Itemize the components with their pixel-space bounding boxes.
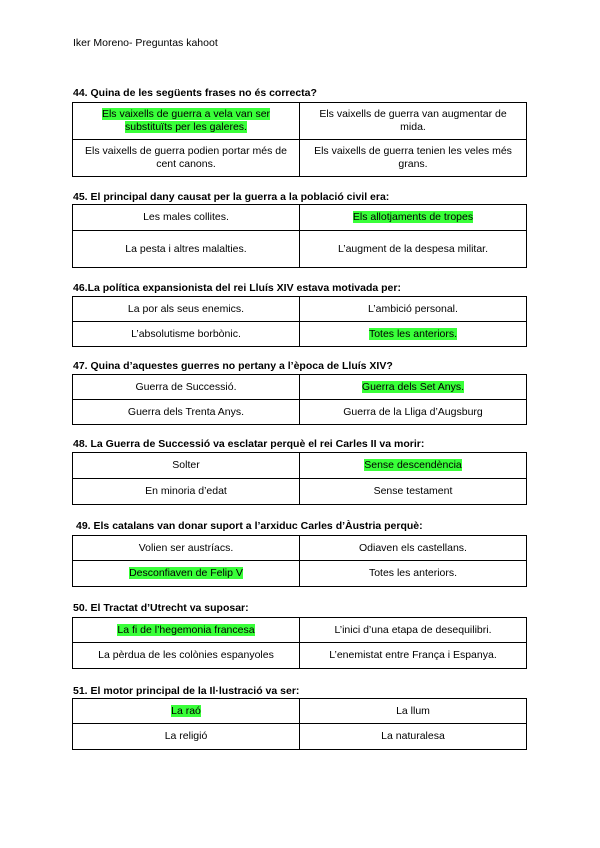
answer-cell: La religió	[73, 724, 300, 750]
answer-cell: Els vaixells de guerra podien portar més de cent canons.	[73, 140, 300, 177]
answer-cell: L’ambició personal.	[300, 297, 527, 322]
answer-cell: Guerra dels Trenta Anys.	[73, 400, 300, 425]
document-header: Iker Moreno- Preguntas kahoot	[73, 37, 218, 49]
answer-table	[72, 102, 527, 177]
answer-cell: La llum	[300, 699, 527, 724]
answer-table	[72, 204, 527, 268]
answer-cell: Els vaixells de guerra tenien les veles més grans.	[300, 140, 527, 177]
answer-cell: Totes les anteriors.	[300, 561, 527, 587]
answer-cell: Sense testament	[300, 479, 527, 505]
answer-cell: L’augment de la despesa militar.	[300, 231, 527, 268]
answer-table	[72, 296, 527, 347]
question-title: 47. Quina d’aquestes guerres no pertany a l’època de Lluís XIV?	[73, 360, 393, 372]
answer-cell: Guerra de Successió.	[73, 375, 300, 400]
answer-cell: La pèrdua de les colònies espanyoles	[73, 643, 300, 669]
answer-cell	[73, 699, 300, 724]
correct-answer-highlight: Totes les anteriors.	[368, 327, 458, 340]
answer-cell	[300, 453, 527, 479]
answer-cell: Guerra de la Lliga d’Augsburg	[300, 400, 527, 425]
correct-answer-highlight: Guerra dels Set Anys.	[361, 380, 465, 393]
answer-table	[72, 617, 527, 669]
correct-answer-highlight: La raó	[171, 704, 201, 717]
question-title: 44. Quina de les següents frases no és correcta?	[73, 87, 317, 99]
question-title: 46.La política expansionista del rei Lluís XIV estava motivada per:	[73, 282, 401, 294]
answer-table	[72, 452, 527, 505]
answer-table	[72, 374, 527, 425]
answer-cell	[73, 561, 300, 587]
answer-cell: Odiaven els castellans.	[300, 536, 527, 561]
question-title: 50. El Tractat d’Utrecht va suposar:	[73, 602, 249, 614]
correct-answer-highlight: Els allotjaments de tropes	[352, 211, 474, 223]
question-title: 49. Els catalans van donar suport a l’arxiduc Carles d’Àustria perquè:	[76, 520, 423, 532]
answer-cell	[300, 205, 527, 231]
correct-answer-highlight: Els vaixells de guerra a vela van ser substituïts per les galeres.	[101, 108, 271, 133]
answer-cell: Les males collites.	[73, 205, 300, 231]
answer-cell: Solter	[73, 453, 300, 479]
question-title: 48. La Guerra de Successió va esclatar perquè el rei Carles II va morir:	[73, 438, 425, 450]
answer-cell: Volien ser austríacs.	[73, 536, 300, 561]
correct-answer-highlight: La fi de l’hegemonia francesa	[117, 623, 255, 636]
answer-cell: La por als seus enemics.	[73, 297, 300, 322]
answer-cell: L’absolutisme borbònic.	[73, 322, 300, 347]
answer-table	[72, 535, 527, 587]
answer-cell: En minoria d’edat	[73, 479, 300, 505]
correct-answer-highlight: Desconfiaven de Felip V	[129, 567, 243, 579]
answer-table	[72, 698, 527, 750]
answer-cell: L’enemistat entre França i Espanya.	[300, 643, 527, 669]
correct-answer-highlight: Sense descendència	[364, 459, 462, 471]
answer-cell: Els vaixells de guerra van augmentar de mida.	[300, 103, 527, 140]
answer-cell	[300, 375, 527, 400]
answer-cell	[73, 618, 300, 643]
answer-cell: L’inici d’una etapa de desequilibri.	[300, 618, 527, 643]
question-title: 51. El motor principal de la Il·lustració va ser:	[73, 685, 300, 697]
question-title: 45. El principal dany causat per la guerra a la població civil era:	[73, 191, 390, 203]
answer-cell	[300, 322, 527, 347]
answer-cell: La pesta i altres malalties.	[73, 231, 300, 268]
answer-cell	[73, 103, 300, 140]
answer-cell: La naturalesa	[300, 724, 527, 750]
